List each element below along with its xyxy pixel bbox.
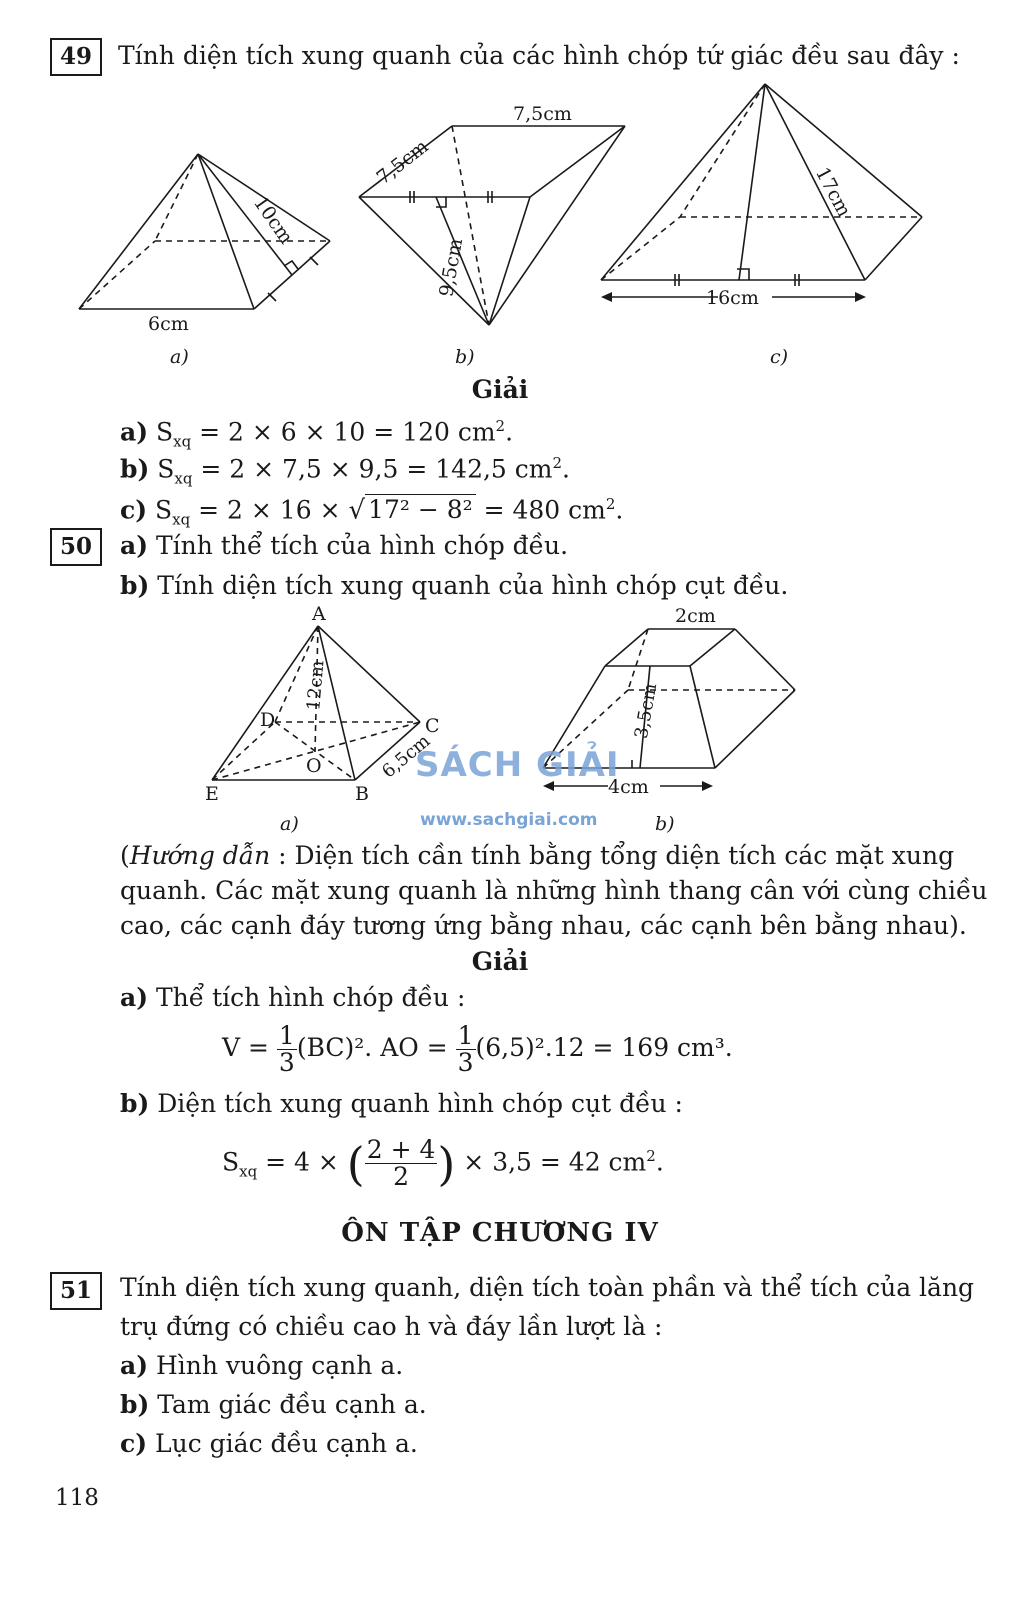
fig50b-top-label: 2cm: [675, 605, 716, 627]
page-number: 118: [55, 1485, 99, 1511]
exercise-50-solution-b: b) Diện tích xung quanh hình chóp cụt đều :: [120, 1089, 683, 1118]
fig49c-slant-label: 17cm: [811, 163, 856, 221]
fig49b-top-label: 7,5cm: [513, 103, 572, 125]
fig49a-base-label: 6cm: [148, 313, 189, 335]
fig50a-vertex-b: B: [355, 783, 369, 805]
exercise-51-item-b: b) Tam giác đều cạnh a.: [120, 1390, 427, 1419]
fig49b-slant-label: 9,5cm: [435, 236, 468, 299]
fig50b-base-label: 4cm: [608, 776, 649, 798]
exercise-49-prompt: Tính diện tích xung quanh của các hình chóp tứ giác đều sau đây :: [118, 41, 960, 70]
exercise-50-hint-line-1: (Hướng dẫn : Diện tích cần tính bằng tổng diện tích các mặt xung: [120, 841, 955, 870]
fig49c-base-label: 16cm: [706, 287, 759, 309]
chapter-title: ÔN TẬP CHƯƠNG IV: [341, 1218, 659, 1248]
exercise-50-hint-line-2: quanh. Các mặt xung quanh là những hình thang cân với cùng chiều: [120, 876, 988, 905]
exercise-49-number: 49: [50, 38, 102, 76]
fig49b-caption: b): [455, 346, 475, 368]
exercise-51-line-2: trụ đứng có chiều cao h và đáy lần lượt là :: [120, 1312, 663, 1341]
fig49b-left-label: 7,5cm: [372, 135, 433, 189]
fig50a-vertex-e: E: [205, 783, 219, 805]
fig50a-vertex-c: C: [425, 715, 440, 737]
fig50b-slant-label: 3,5cm: [630, 681, 662, 741]
fig50a-vertex-a: A: [312, 603, 326, 625]
fig50a-edge-label: 6,5cm: [378, 730, 435, 783]
exercise-49-solution-a: a) $S_{xq} = 2 \times 6 \times 10 = 120$ $cm^2$.: [120, 417, 514, 451]
exercise-49-solution-c: c) $S_{xq} = 2 \times 16$ × √ 17² − 8² = 480 $cm^2$.: [120, 495, 624, 529]
exercise-51-line-1: Tính diện tích xung quanh, diện tích toàn phần và thể tích của lăng: [120, 1273, 975, 1302]
exercise-49-figures: [0, 75, 1024, 375]
exercise-51-item-c: c) Lục giác đều cạnh a.: [120, 1429, 418, 1458]
exercise-50-solution-a: a) Thể tích hình chóp đều :: [120, 983, 466, 1012]
exercise-50-hint-line-3: cao, các cạnh đáy tương ứng bằng nhau, các cạnh bên bằng nhau).: [120, 911, 967, 940]
fig50b-caption: b): [655, 813, 675, 835]
exercise-50-volume-formula: V = $\frac{1}{3}$ (BC)². AO = $\frac{1}{3}$ (6,5)².12 = 169 cm³.: [222, 1021, 733, 1077]
watermark-brand: SÁCH GIẢI: [415, 745, 620, 785]
exercise-51-item-a: a) Hình vuông cạnh a.: [120, 1351, 404, 1380]
fig50a-height-label: 12cm: [303, 659, 329, 712]
fig50a-vertex-d: D: [260, 709, 276, 731]
fig50a-caption: a): [280, 813, 299, 835]
exercise-49-solution-b: b) $S_{xq} = 2 \times 7,5 \times 9,5 = 142,5$ $cm^2$.: [120, 454, 570, 488]
fig49a-slant-label: 10cm: [248, 192, 298, 249]
exercise-49-solution-title: Giải: [471, 375, 529, 404]
exercise-50-solution-title: Giải: [471, 947, 529, 976]
fig49a-caption: a): [170, 346, 189, 368]
fig49c-caption: c): [770, 346, 789, 368]
watermark-url: www.sachgiai.com: [420, 810, 598, 830]
fig50a-vertex-o: O: [306, 755, 322, 777]
exercise-51-number: 51: [50, 1272, 102, 1310]
exercise-50-figures: [0, 600, 1024, 840]
exercise-50-part-a: a) Tính thể tích của hình chóp đều.: [120, 531, 569, 560]
exercise-50-number: 50: [50, 528, 102, 566]
exercise-50-lateral-formula: $S_{xq} = 4$ × ( $\frac{2 + 4}{2}$ ) × 3,5 = 42 $cm^2$.: [222, 1135, 664, 1192]
exercise-50-part-b: b) Tính diện tích xung quanh của hình chóp cụt đều.: [120, 571, 789, 600]
